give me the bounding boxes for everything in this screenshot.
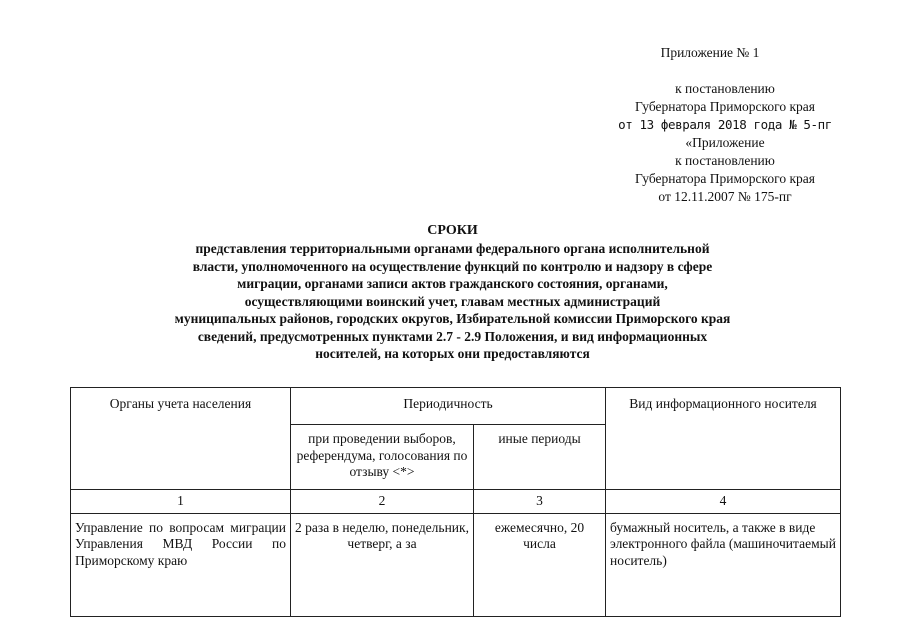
attachment-stamp-line: от 13 февраля 2018 года № 5-пг (618, 117, 832, 132)
document-subtitle (120, 240, 785, 363)
subtitle-line: сведений, предусмотренных пунктами 2.7 - 2.9 Положения, и вид информационных (197, 328, 708, 344)
attachment-line: от 12.11.2007 № 175-пг (658, 189, 792, 204)
cell-organ: Управление по вопросам миграции Управления МВД России по Приморскому краю (71, 513, 291, 616)
cell-media: бумажный носитель, а также в виде электронного файла (машиночитаемый носитель) (606, 513, 841, 616)
attachment-reference (600, 80, 850, 206)
table-header-row (71, 388, 841, 425)
subtitle-line: власти, уполномоченного на осуществление функций по контролю и надзору в сфере (192, 258, 713, 274)
deadlines-table (70, 387, 841, 617)
attachment-line: Губернатора Приморского края (635, 171, 815, 186)
header-organs: Органы учета населения (71, 388, 291, 490)
table-column-numbers-row (71, 490, 841, 514)
attachment-line: к постановлению (675, 153, 775, 168)
document-title: СРОКИ (427, 223, 478, 238)
header-during-elections: при проведении выборов, референдума, голосования по отзыву <*> (291, 425, 474, 490)
subtitle-line: носителей, на которых они предоставляются (315, 346, 590, 361)
header-other-periods: иные периоды (474, 425, 606, 490)
attachment-line: к постановлению (675, 81, 775, 96)
attachment-line: Губернатора Приморского края (635, 99, 815, 114)
column-number: 2 (291, 490, 474, 514)
header-periodicity: Периодичность (291, 388, 606, 425)
column-number: 1 (71, 490, 291, 514)
attachment-title: Приложение № 1 (660, 45, 760, 60)
attachment-line: «Приложение (685, 135, 765, 150)
subtitle-line: миграции, органами записи актов гражданского состояния, органами, (237, 276, 668, 291)
subtitle-line: представления территориальными органами федерального органа исполнительной (195, 241, 710, 256)
column-number: 4 (606, 490, 841, 514)
column-number: 3 (474, 490, 606, 514)
subtitle-line: муниципальных районов, городских округов, Избирательной комиссии Приморского края (174, 311, 731, 326)
cell-other-periods: ежемесячно, 20 числа (474, 513, 606, 616)
subtitle-line: осуществляющими воинский учет, главам местных администраций (244, 293, 661, 309)
cell-during-elections: 2 раза в неделю, понедельник, четверг, а за (291, 513, 474, 616)
table-row (71, 513, 841, 616)
header-media: Вид информационного носителя (606, 388, 841, 490)
